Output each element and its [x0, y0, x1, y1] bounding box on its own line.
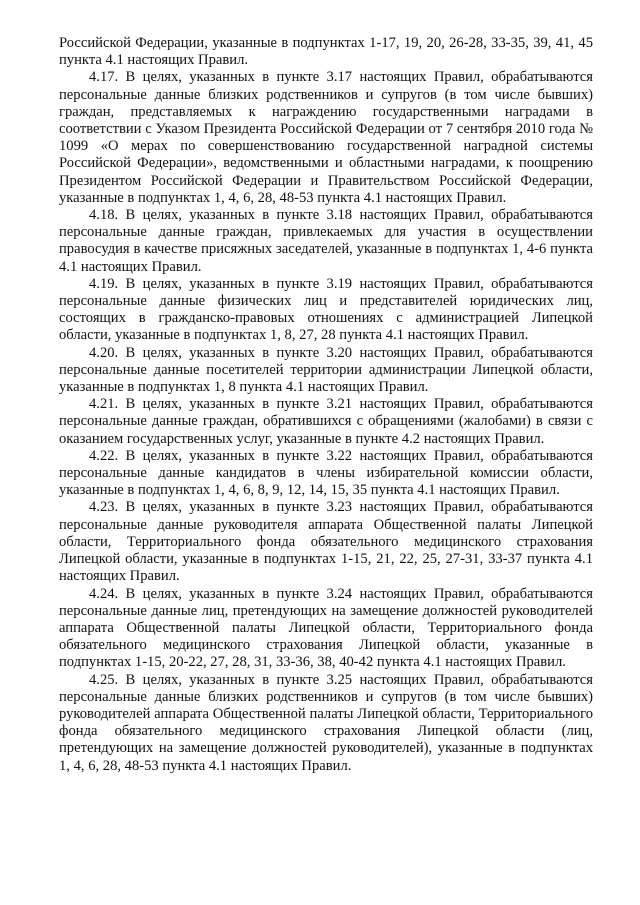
- paragraph-continuation: Российской Федерации, указанные в подпунктах 1-17, 19, 20, 26-28, 33-35, 39, 41, 45 пункта 4.1 настоящих Правил.: [59, 35, 593, 69]
- paragraph-4-24: 4.24. В целях, указанных в пункте 3.24 настоящих Правил, обрабатываются персональные данные лиц, претендующих на замещение должностей руководителей аппарата Общественной палаты Липецкой области, Территориального фонда обязательного медицинского страхования Липецкой области, указанные в подпунктах 1-15, 20-22, 27, 28, 31, 33-36, 38, 40-42 пункта 4.1 настоящих Правил.: [59, 585, 593, 671]
- paragraph-4-23: 4.23. В целях, указанных в пункте 3.23 настоящих Правил, обрабатываются персональные данные руководителя аппарата Общественной палаты Липецкой области, Территориального фонда обязательного медицинского страхования Липецкой области, указанные в подпунктах 1-15, 21, 22, 25, 27-31, 33-37 пункта 4.1 настоящих Правил.: [59, 499, 593, 585]
- paragraph-4-21: 4.21. В целях, указанных в пункте 3.21 настоящих Правил, обрабатываются персональные данные граждан, обратившихся с обращениями (жалобами) в связи с оказанием государственных услуг, указанные в пункте 4.2 настоящих Правил.: [59, 396, 593, 447]
- paragraph-4-17: 4.17. В целях, указанных в пункте 3.17 настоящих Правил, обрабатываются персональные данные близких родственников и супругов (в том числе бывших) граждан, представляемых к награждению государственными наградами в соответствии с Указом Президента Российской Федерации от 7 сентября 2010 года № 1099 «О мерах по совершенствованию государственной наградной системы Российской Федерации», ведомственными и областными наградами, к поощрению Президентом Российской Федерации и Правительством Российской Федерации, указанные в подпунктах 1, 4, 6, 28, 48-53 пункта 4.1 настоящих Правил.: [59, 69, 593, 206]
- document-page: [59, 35, 593, 775]
- paragraph-4-22: 4.22. В целях, указанных в пункте 3.22 настоящих Правил, обрабатываются персональные данные кандидатов в члены избирательной комиссии области, указанные в подпунктах 1, 4, 6, 8, 9, 12, 14, 15, 35 пункта 4.1 настоящих Правил.: [59, 447, 593, 499]
- paragraph-4-18: 4.18. В целях, указанных в пункте 3.18 настоящих Правил, обрабатываются персональные данные граждан, привлекаемых для участия в осуществлении правосудия в качестве присяжных заседателей, указанные в подпунктах 1, 4-6 пункта 4.1 настоящих Правил.: [59, 207, 593, 275]
- paragraph-4-19: 4.19. В целях, указанных в пункте 3.19 настоящих Правил, обрабатываются персональные данные физических лиц и представителей юридических лиц, состоящих в гражданско-правовых отношениях с администрацией Липецкой области, указанные в подпунктах 1, 8, 27, 28 пункта 4.1 настоящих Правил.: [59, 275, 593, 344]
- paragraph-4-25: 4.25. В целях, указанных в пункте 3.25 настоящих Правил, обрабатываются персональные данные близких родственников и супругов (в том числе бывших) руководителей аппарата Общественной палаты Липецкой области, Территориального фонда обязательного медицинского страхования Липецкой области (лиц, претендующих на замещение должностей руководителей), указанные в подпунктах 1, 4, 6, 28, 48-53 пункта 4.1 настоящих Правил.: [59, 671, 593, 774]
- paragraph-4-20: 4.20. В целях, указанных в пункте 3.20 настоящих Правил, обрабатываются персональные данные посетителей территории администрации Липецкой области, указанные в подпунктах 1, 8 пункта 4.1 настоящих Правил.: [59, 344, 593, 396]
